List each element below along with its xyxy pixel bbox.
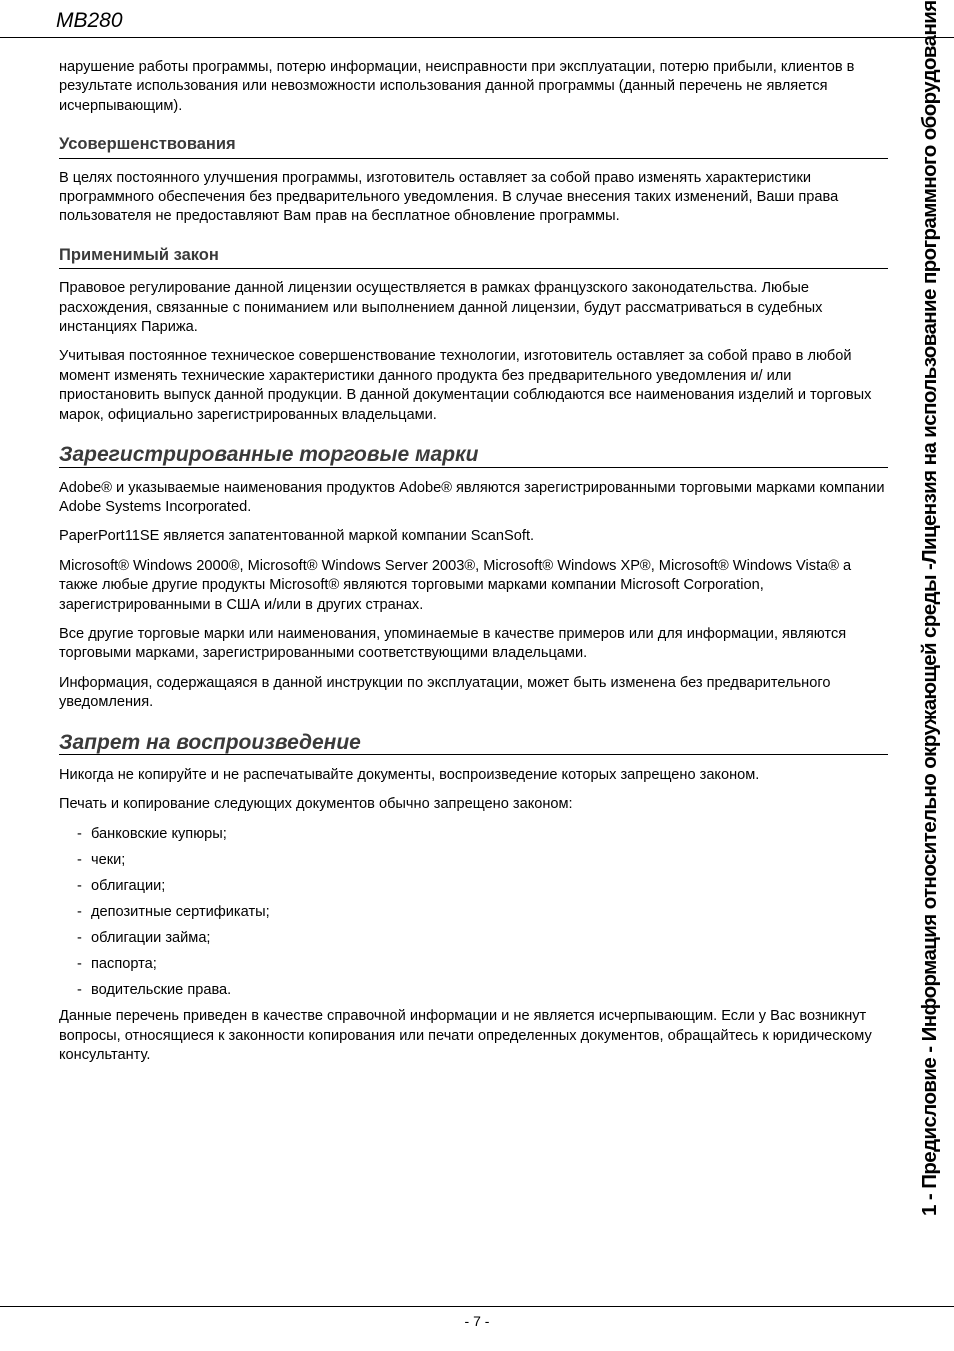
reproduction-paragraph-3: Данные перечень приведен в качестве справочной информации и не является исчерпывающим. Если у Вас возникнут вопросы, относящиеся к законности копирования или печати определенных документов, обращайтесь к юридическому консультанту.: [59, 1008, 872, 1063]
page-content: [59, 58, 888, 1075]
list-item: [77, 825, 888, 844]
list-bullet: -: [77, 851, 82, 868]
improvements-paragraph: В целях постоянного улучшения программы, изготовитель оставляет за собой право изменять характеристики программного обеспечения без предварительного уведомления. В случае внесения таких изменений, Ваши права пользователя не предоставляют Вам прав на бесплатное обновление программы.: [59, 169, 839, 225]
list-item-text: банковские купюры;: [91, 825, 227, 842]
trademarks-paragraph-4: Все другие торговые марки или наименования, упоминаемые в качестве примеров или для информации, являются торговыми марками, зарегистрированными соответствующими владельцами.: [59, 625, 847, 662]
list-item: [77, 851, 888, 870]
list-item: [77, 929, 888, 948]
trademarks-heading: Зарегистрированные торговые марки: [59, 445, 888, 467]
list-bullet: -: [77, 877, 82, 894]
list-bullet: -: [77, 825, 82, 842]
chapter-side-tab: 1 - Предисловие - Информация относительно окружающей среды -Лицензия на использование программного оборудования: [918, 0, 941, 1216]
list-item-text: водительские права.: [91, 981, 232, 998]
list-item: [77, 981, 888, 1000]
page-number: - 7 -: [464, 1313, 490, 1329]
header-divider: [0, 37, 954, 38]
list-item: [77, 955, 888, 974]
reproduction-paragraph-2: Печать и копирование следующих документов обычно запрещено законом:: [59, 796, 573, 813]
trademarks-paragraph-5: Информация, содержащаяся в данной инструкции по эксплуатации, может быть изменена без предварительного уведомления.: [59, 674, 831, 711]
list-item-text: облигации;: [91, 877, 166, 894]
improvements-heading: Усовершенствования: [59, 135, 888, 158]
list-item: [77, 903, 888, 922]
list-bullet: -: [77, 955, 82, 972]
applicable-law-paragraph-1: Правовое регулирование данной лицензии осуществляется в рамках французского законодательства. Любые расхождения, связанные с пониманием или выполнением данной лицензии, будут рассматриваться в судебных инстанциях Парижа.: [59, 280, 823, 336]
list-item: [77, 877, 888, 896]
trademarks-paragraph-2: PaperPort11SE является запатентованной маркой компании ScanSoft.: [59, 528, 535, 545]
list-bullet: -: [77, 981, 82, 998]
intro-paragraph: нарушение работы программы, потерю информации, неисправности при эксплуатации, потерю прибыли, клиентов в результате использования или невозможности использования данной программы (данный перечень не является исчерпывающим).: [59, 59, 855, 114]
list-bullet: -: [77, 929, 82, 946]
document-model-title: MB280: [56, 9, 123, 32]
prohibited-documents-list: [59, 825, 888, 1000]
list-bullet: -: [77, 903, 82, 920]
list-item-text: паспорта;: [91, 955, 157, 972]
list-item-text: чеки;: [91, 851, 126, 868]
footer-divider: [0, 1306, 954, 1307]
applicable-law-heading: Применимый закон: [59, 246, 888, 269]
trademarks-paragraph-1: Adobe® и указываемые наименования продуктов Adobe® являются зарегистрированными торговыми марками компании Adobe Systems Incorporated.: [59, 479, 885, 515]
trademarks-paragraph-3: Microsoft® Windows 2000®, Microsoft® Windows Server 2003®, Microsoft® Windows XP®, Microsoft® Windows Vista® а также любые другие продукты Microsoft® являются торговыми марками компании Microsoft Corporation, зарегистрированными в США и/или в других странах.: [59, 557, 852, 613]
reproduction-heading: Запрет на воспроизведение: [59, 733, 888, 755]
list-item-text: облигации займа;: [91, 929, 211, 946]
list-item-text: депозитные сертификаты;: [91, 903, 270, 920]
reproduction-paragraph-1: Никогда не копируйте и не распечатывайте документы, воспроизведение которых запрещено законом.: [59, 766, 760, 783]
applicable-law-paragraph-2: Учитывая постоянное техническое совершенствование технологии, изготовитель оставляет за собой право в любой момент изменять технические характеристики данного продукта без предварительного уведомления и/ или приостановить выпуск данной продукции. В данной документации соблюдаются все наименования изделий и торговых марок, официально зарегистрированных владельцами.: [59, 348, 872, 423]
